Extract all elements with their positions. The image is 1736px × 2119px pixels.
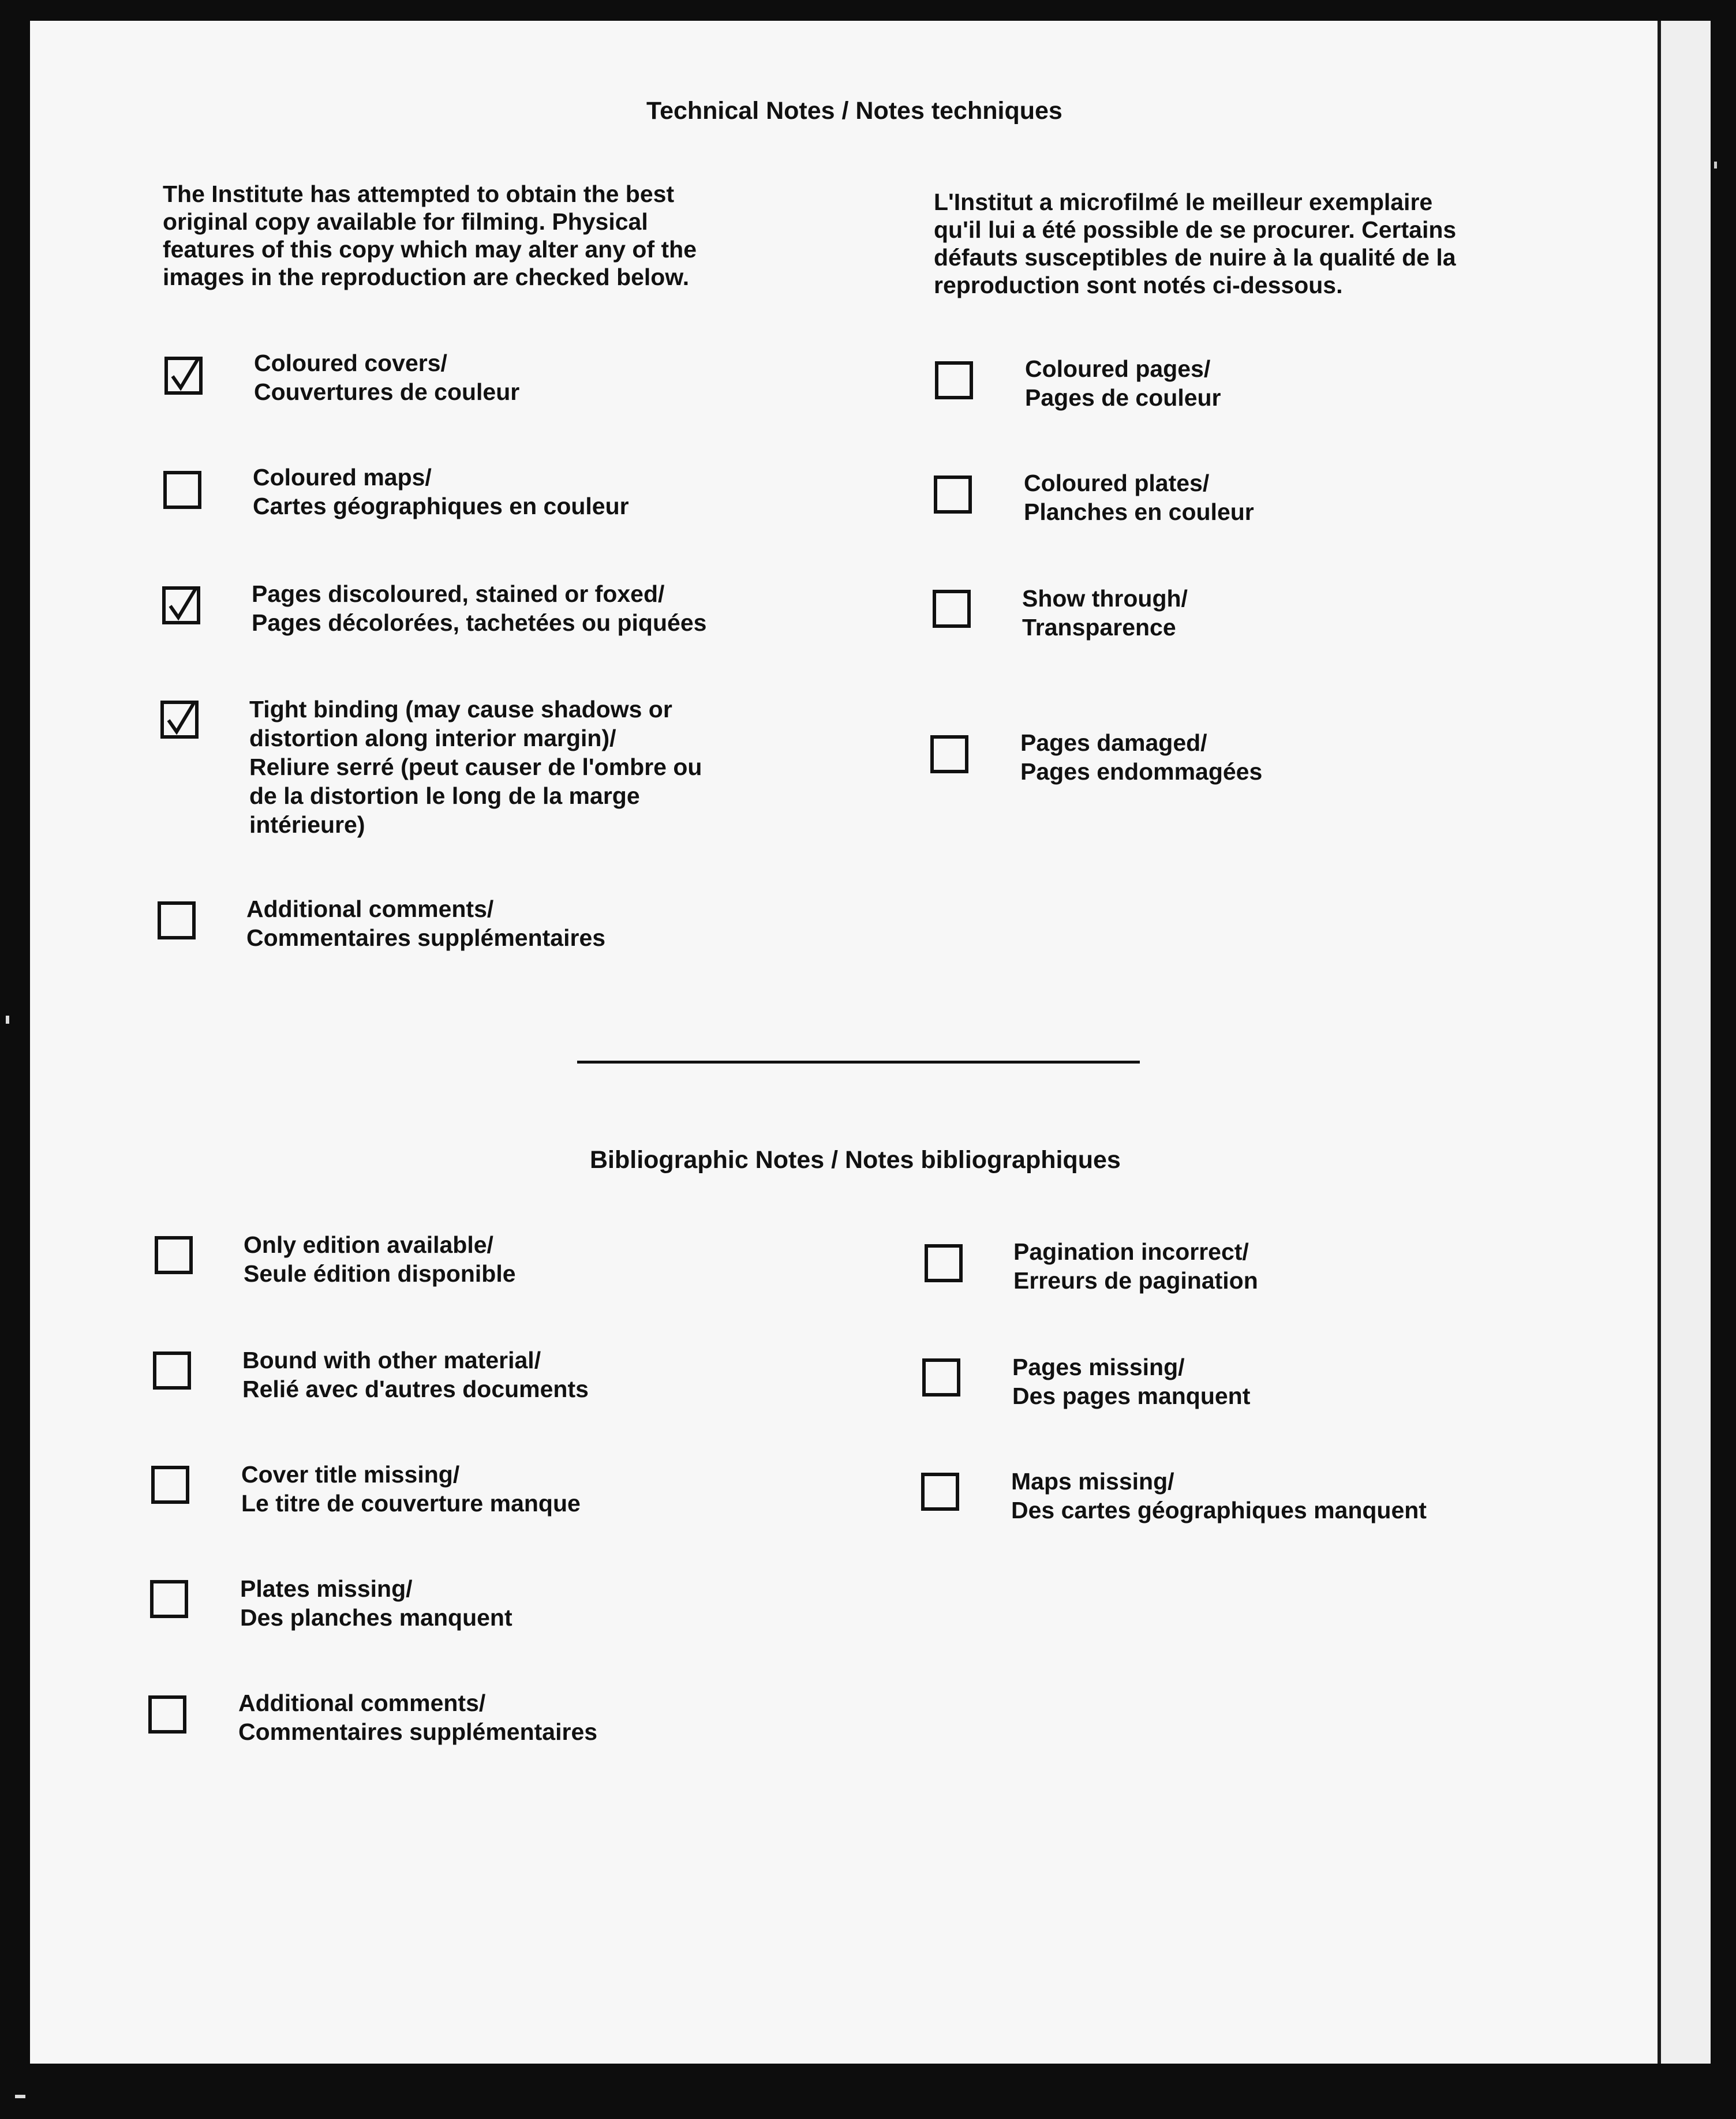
show-through-checkbox[interactable] (933, 590, 971, 628)
intro-french-line: reproduction sont notés ci-dessous. (934, 272, 1343, 298)
pages-discoloured-checkbox[interactable] (162, 586, 200, 624)
label-line: Pages endommagées (1020, 758, 1263, 785)
label-line: Additional comments/ (238, 1690, 486, 1716)
label-line: Des pages manquent (1012, 1383, 1251, 1409)
coloured-covers-checkbox[interactable] (164, 357, 203, 395)
label-line: Plates missing/ (240, 1575, 413, 1602)
scan-speck (6, 1016, 9, 1024)
intro-french-line: qu'il lui a été possible de se procurer. Certains (934, 216, 1457, 243)
pages-missing-checkbox[interactable] (922, 1358, 960, 1397)
pages-discoloured-label (252, 579, 706, 637)
label-line: intérieure) (249, 811, 365, 838)
additional-comments-bibliographic-checkbox[interactable] (148, 1695, 186, 1734)
scan-speck (1714, 162, 1717, 169)
cover-title-missing-checkbox[interactable] (151, 1466, 189, 1504)
plates-missing-checkbox[interactable] (150, 1580, 188, 1618)
label-line: Pages damaged/ (1020, 729, 1207, 756)
coloured-maps-checkbox[interactable] (163, 471, 201, 509)
label-line: Des planches manquent (240, 1604, 512, 1631)
label-line: Cartes géographiques en couleur (253, 493, 629, 519)
label-line: Seule édition disponible (244, 1260, 516, 1287)
coloured-covers-label (254, 349, 519, 406)
show-through-label (1022, 584, 1188, 642)
label-line: Relié avec d'autres documents (242, 1376, 589, 1402)
label-line: Erreurs de pagination (1013, 1267, 1258, 1294)
label-line: Additional comments/ (246, 896, 494, 922)
label-line: Pages de couleur (1025, 384, 1221, 411)
section-divider (577, 1061, 1140, 1064)
maps-missing-checkbox[interactable] (921, 1473, 959, 1511)
coloured-pages-checkbox[interactable] (935, 361, 973, 399)
label-line: Maps missing/ (1011, 1468, 1174, 1495)
only-edition-checkbox[interactable] (155, 1236, 193, 1274)
label-line: Transparence (1022, 614, 1176, 641)
intro-french-line: L'Institut a microfilmé le meilleur exemplaire (934, 189, 1433, 215)
intro-french (934, 188, 1456, 299)
label-line: Pagination incorrect/ (1013, 1238, 1249, 1265)
checkmark-icon (165, 701, 197, 739)
plates-missing-label (240, 1574, 512, 1632)
pagination-incorrect-checkbox[interactable] (925, 1244, 963, 1282)
checkmark-icon (167, 586, 199, 624)
label-line: Pages missing/ (1012, 1354, 1185, 1380)
bound-with-label (242, 1346, 589, 1403)
label-line: distortion along interior margin)/ (249, 725, 616, 751)
coloured-pages-label (1025, 354, 1221, 412)
label-line: Cover title missing/ (241, 1461, 460, 1488)
checkmark-icon (169, 357, 201, 395)
label-line: de la distortion le long de la marge (249, 783, 640, 809)
intro-english-line: features of this copy which may alter any of the (163, 236, 697, 263)
additional-comments-technical-checkbox[interactable] (158, 901, 196, 939)
scan-speck (15, 2095, 25, 2098)
label-line: Commentaires supplémentaires (246, 924, 606, 951)
adjacent-page-edge (1658, 21, 1711, 2064)
maps-missing-label (1011, 1467, 1427, 1525)
label-line: Commentaires supplémentaires (238, 1719, 598, 1745)
intro-english (163, 180, 697, 291)
label-line: Only edition available/ (244, 1231, 493, 1258)
coloured-plates-label (1024, 469, 1254, 526)
label-line: Reliure serré (peut causer de l'ombre ou (249, 754, 702, 780)
label-line: Coloured plates/ (1024, 470, 1210, 496)
intro-english-line: The Institute has attempted to obtain the best (163, 181, 675, 207)
label-line: Pages discoloured, stained or foxed/ (252, 581, 665, 607)
label-line: Tight binding (may cause shadows or (249, 696, 672, 722)
cover-title-missing-label (241, 1460, 581, 1518)
document-page (30, 21, 1658, 2064)
label-line: Le titre de couverture manque (241, 1490, 581, 1517)
label-line: Bound with other material/ (242, 1347, 541, 1373)
label-line: Pages décolorées, tachetées ou piquées (252, 609, 707, 636)
label-line: Couvertures de couleur (254, 379, 520, 405)
pages-missing-label (1012, 1353, 1250, 1410)
pagination-incorrect-label (1013, 1237, 1258, 1295)
label-line: Coloured covers/ (254, 350, 447, 376)
coloured-plates-checkbox[interactable] (934, 476, 972, 514)
intro-french-line: défauts susceptibles de nuire à la qualité de la (934, 244, 1456, 271)
coloured-maps-label (253, 463, 629, 521)
label-line: Coloured maps/ (253, 464, 432, 491)
tight-binding-checkbox[interactable] (160, 701, 199, 739)
label-line: Planches en couleur (1024, 499, 1254, 525)
technical-notes-heading: Technical Notes / Notes techniques (646, 97, 1062, 125)
additional-comments-bibliographic-label (238, 1689, 597, 1746)
label-line: Show through/ (1022, 585, 1188, 612)
pages-damaged-label (1020, 728, 1262, 786)
tight-binding-label (249, 695, 702, 839)
intro-english-line: images in the reproduction are checked below. (163, 264, 690, 290)
bibliographic-notes-heading: Bibliographic Notes / Notes bibliographiques (590, 1146, 1121, 1174)
only-edition-label (244, 1230, 516, 1288)
additional-comments-technical-label (246, 894, 605, 952)
label-line: Des cartes géographiques manquent (1011, 1497, 1427, 1523)
label-line: Coloured pages/ (1025, 355, 1211, 382)
bound-with-checkbox[interactable] (153, 1351, 191, 1390)
pages-damaged-checkbox[interactable] (930, 735, 968, 773)
intro-english-line: original copy available for filming. Physical (163, 208, 648, 235)
